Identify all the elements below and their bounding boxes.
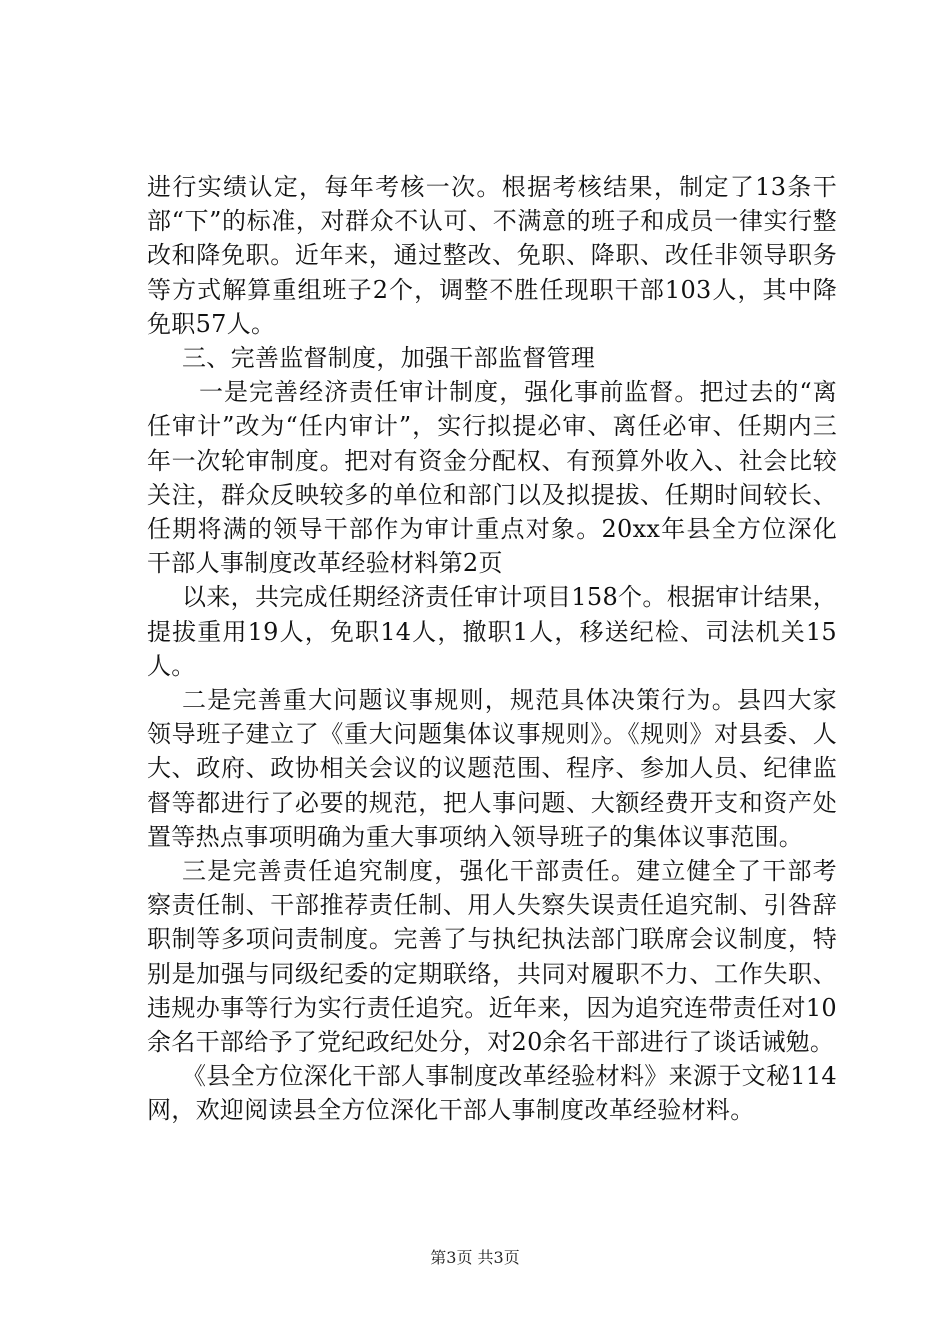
paragraph-continuation: 进行实绩认定，每年考核一次。根据考核结果，制定了13条干部“下”的标准，对群众不认可、不满意的班子和成员一律实行整改和降免职。近年来，通过整改、免职、降职、改任非领导职务等方式解算重组班子2个，调整不胜任现职干部103人，其中降免职57人。 <box>147 173 837 338</box>
paragraph-source-note: 《县全方位深化干部人事制度改革经验材料》来源于文秘114网，欢迎阅读县全方位深化干部人事制度改革经验材料。 <box>147 1062 837 1125</box>
section-heading: 三、完善监督制度，加强干部监督管理 <box>182 344 596 373</box>
paragraph-audit-results: 以来，共完成任期经济责任审计项目158个。根据审计结果，提拔重用19人，免职14人，撤职1人，移送纪检、司法机关15人。 <box>147 583 837 680</box>
paragraph-decision-rules: 二是完善重大问题议事规则，规范具体决策行为。县四大家领导班子建立了《重大问题集体议事规则》。《规则》对县委、人大、政府、政协相关会议的议题范围、程序、参加人员、纪律监督等都进行了必要的规范，把人事问题、大额经费开支和资产处置等热点事项明确为重大事项纳入领导班子的集体议事范围。 <box>147 686 837 851</box>
paragraph-accountability: 三是完善责任追究制度，强化干部责任。建立健全了干部考察责任制、干部推荐责任制、用人失察失误责任追究制、引咎辞职制等多项问责制度。完善了与执纪执法部门联席会议制度，特别是加强与同级纪委的定期联络，共同对履职不力、工作失职、违规办事等行为实行责任追究。近年来，因为追究连带责任对10余名干部给予了党纪政纪处分，对20余名干部进行了谈话诫勉。 <box>147 857 837 1057</box>
page-number-footer: 第3页 共3页 <box>430 1248 520 1267</box>
document-body <box>147 170 837 1128</box>
paragraph-audit-system: 一是完善经济责任审计制度，强化事前监督。把过去的“离任审计”改为“任内审计”，实行拟提必审、离任必审、任期内三年一次轮审制度。把对有资金分配权、有预算外收入、社会比较关注，群众反映较多的单位和部门以及拟提拔、任期时间较长、任期将满的领导干部作为审计重点对象。20xx年县全方位深化干部人事制度改革经验材料第2页 <box>147 378 837 578</box>
